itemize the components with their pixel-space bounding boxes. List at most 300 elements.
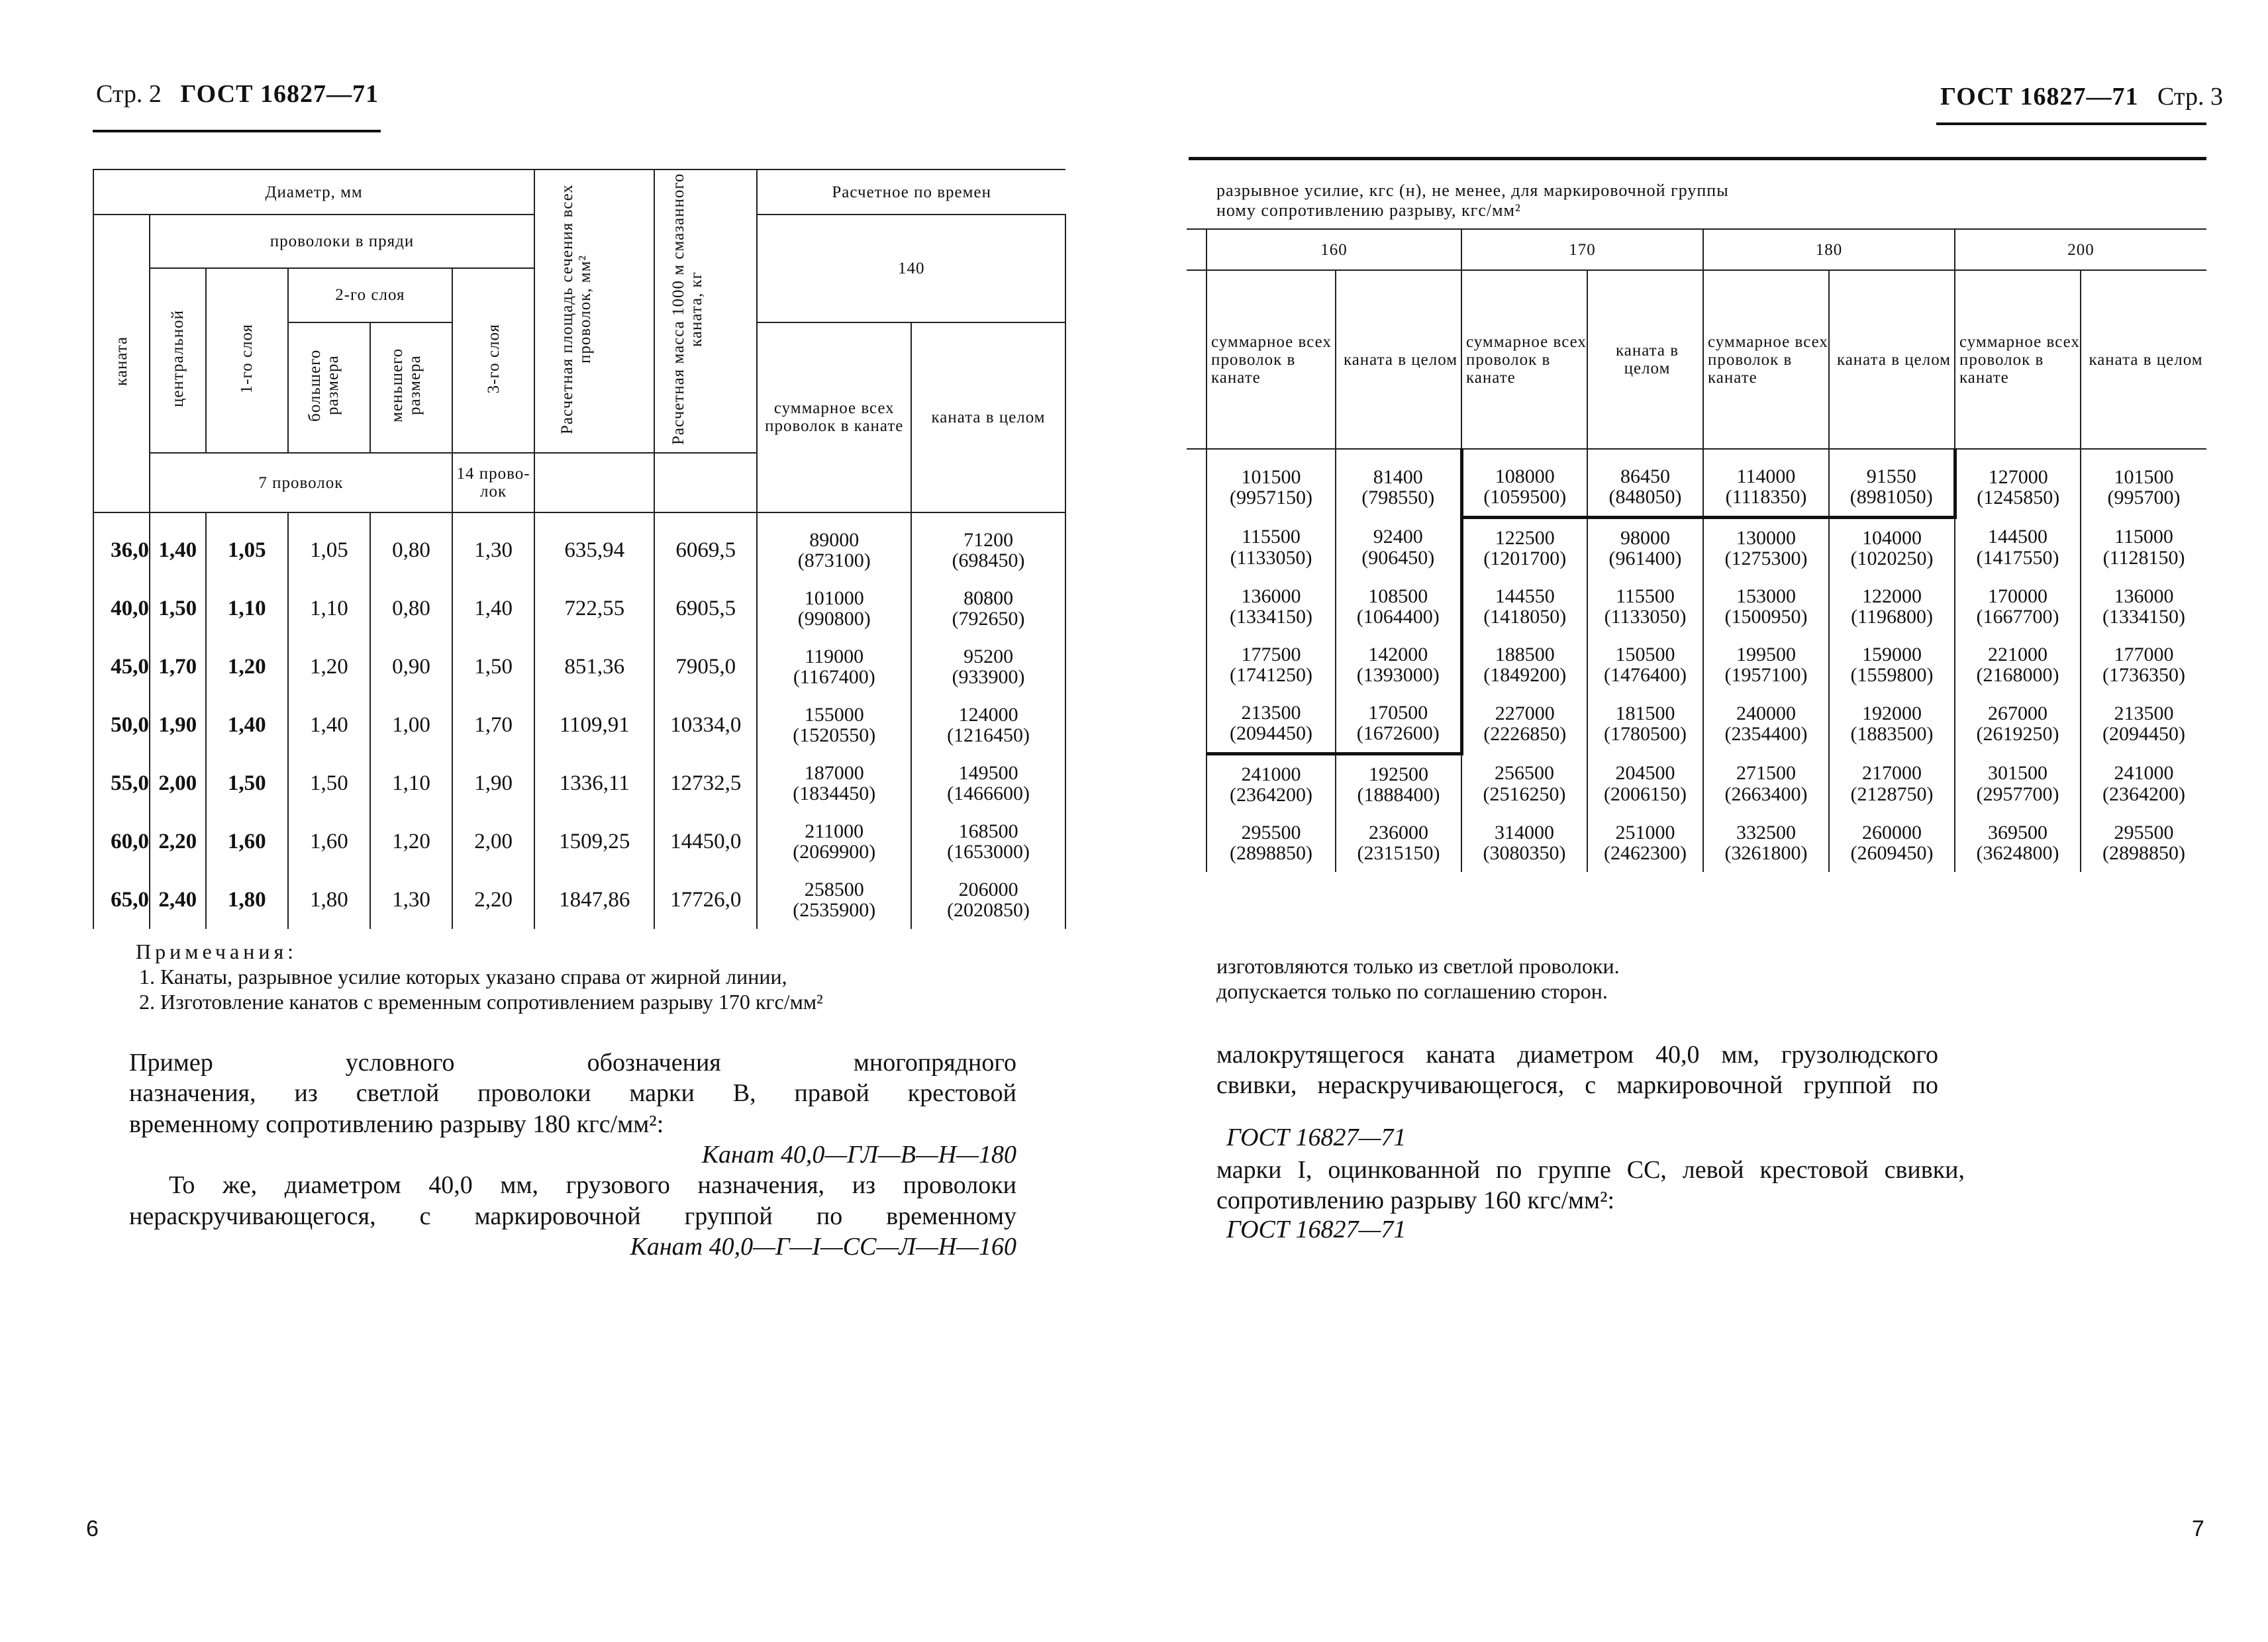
force-newton: (2094450)	[2102, 723, 2185, 746]
force-kgf: 136000	[1241, 585, 1301, 607]
force-cell	[1703, 694, 1829, 754]
force-newton: (1334150)	[1230, 606, 1312, 628]
force-cell	[1703, 449, 1829, 518]
value-whole: 124000	[958, 703, 1018, 726]
value-sum_n: (1167400)	[793, 666, 875, 688]
force-cell	[1829, 814, 1955, 872]
force-kgf: 101500	[1241, 465, 1301, 488]
force-newton: (1667700)	[1976, 606, 2059, 628]
cell-whole	[911, 579, 1065, 638]
group-140-header: 140	[757, 215, 1065, 322]
cell-whole	[911, 696, 1065, 754]
cell-big: 1,20	[288, 638, 370, 696]
designation-1: Канат 40,0—ГЛ—В—Н—180	[701, 1141, 1016, 1169]
force-newton: (1741250)	[1230, 664, 1312, 686]
force-cell	[1955, 754, 2081, 814]
force-newton: (1245850)	[1977, 487, 2060, 509]
cell-area: 851,36	[534, 638, 654, 696]
example-block-left	[129, 1047, 1016, 1263]
value-sum_n: (2535900)	[793, 899, 876, 921]
cell-big: 1,60	[288, 812, 370, 871]
cell-small: 1,20	[370, 812, 452, 871]
force-kgf: 241000	[2114, 762, 2174, 785]
force-newton: (3080350)	[1483, 842, 1566, 864]
cell-big: 1,05	[288, 512, 370, 579]
force-newton: (2094450)	[1230, 722, 1312, 744]
value-sum_n: (1834450)	[793, 783, 876, 804]
value-whole: 95200	[963, 645, 1014, 667]
force-kgf: 98000	[1620, 526, 1670, 549]
value-sum: 119000	[805, 645, 864, 667]
header-rule-right	[1936, 122, 2206, 125]
force-cell	[1829, 694, 1955, 754]
cell-big: 1,50	[288, 754, 370, 812]
cell-mass: 12732,5	[654, 754, 757, 812]
cell-d: 60,0	[93, 812, 150, 871]
force-kgf: 332500	[1736, 821, 1796, 844]
force-cell	[1461, 754, 1587, 814]
force-newton: (2898850)	[1230, 842, 1312, 864]
cell-small: 0,80	[370, 579, 452, 638]
force-newton: (1736350)	[2102, 664, 2185, 686]
force-newton: (848050)	[1608, 486, 1682, 508]
force-newton: (2619250)	[1976, 723, 2059, 746]
rope-parameters-table	[93, 169, 1066, 929]
force-newton: (3624800)	[1976, 842, 2059, 864]
cell-l3: 2,00	[452, 812, 534, 871]
header-page-ref-right: Стр. 3	[2157, 83, 2223, 111]
cell-mass: 7905,0	[654, 638, 757, 696]
table-row	[93, 638, 1065, 696]
cell-c: 1,90	[150, 696, 206, 754]
force-kgf: 115500	[1616, 585, 1675, 607]
force-newton: (1418050)	[1483, 606, 1567, 628]
force-newton: (1064400)	[1356, 606, 1440, 628]
cell-area: 1509,25	[534, 812, 654, 871]
col-diameter-header: Диаметр, мм	[93, 169, 534, 215]
group-header-170: 170	[1461, 229, 1703, 270]
col-sum-header: суммарное всех проволок в канате	[1703, 270, 1829, 449]
force-cell	[1207, 636, 1336, 694]
force-cell	[1461, 577, 1587, 636]
force-cell	[1461, 636, 1587, 694]
note-continued-2: допускается только по соглашению сторон.	[1216, 979, 1608, 1003]
force-kgf: 236000	[1369, 821, 1428, 844]
force-newton: (2364200)	[1230, 784, 1312, 806]
same-right-line-2: сопротивлению разрыву 160 кгс/мм²:	[1216, 1186, 1615, 1215]
cell-l1: 1,80	[206, 871, 288, 929]
force-kgf: 256500	[1495, 762, 1554, 785]
cell-l3: 1,50	[452, 638, 534, 696]
cell-d: 45,0	[93, 638, 150, 696]
cell-d: 50,0	[93, 696, 150, 754]
force-cell	[1587, 449, 1703, 518]
force-cell	[1703, 577, 1829, 636]
force-cell	[1336, 577, 1461, 636]
force-newton: (2128750)	[1850, 783, 1934, 805]
force-cell	[1829, 449, 1955, 518]
value-sum: 101000	[804, 587, 864, 609]
table-row	[1187, 577, 2206, 636]
table-row	[93, 754, 1065, 812]
cell-l1: 1,10	[206, 579, 288, 638]
header-standard-code-right: ГОСТ 16827—71	[1940, 83, 2139, 111]
force-kgf: 114000	[1736, 465, 1796, 487]
breaking-force-table	[1187, 228, 2206, 872]
cell-l1: 1,20	[206, 638, 288, 696]
col-layer2-header: 2-го слоя	[288, 268, 452, 322]
cell-big: 1,10	[288, 579, 370, 638]
force-cell	[1829, 754, 1955, 814]
col-whole-header: каната в целом	[1336, 270, 1461, 449]
force-cell	[2081, 449, 2206, 518]
force-kgf: 213500	[1241, 701, 1301, 724]
force-cell	[1829, 636, 1955, 694]
force-kgf: 177000	[2114, 643, 2174, 665]
force-newton: (1334150)	[2102, 606, 2185, 628]
force-kgf: 199500	[1736, 643, 1796, 665]
force-newton: (1476400)	[1604, 664, 1687, 686]
col-rope-header: каната	[93, 215, 150, 512]
table-row	[1187, 814, 2206, 872]
force-newton: (2462300)	[1604, 842, 1687, 864]
force-cell	[2081, 754, 2206, 814]
force-cell	[1207, 518, 1336, 578]
example-right-line-1: малокрутящегося каната диаметром 40,0 мм, грузолюдского	[1216, 1041, 1938, 1069]
force-kgf: 213500	[2114, 702, 2174, 724]
cell-small: 0,80	[370, 512, 452, 579]
force-kgf: 115000	[2114, 526, 2173, 548]
col-whole-header: каната в целом	[911, 322, 1065, 512]
example-line-3: временному сопротивлению разрыву 180 кгс/мм²:	[129, 1110, 664, 1138]
col-area-header: Расчетная площадь сечения всех проволок, мм²	[534, 169, 654, 453]
force-kgf: 115500	[1242, 526, 1301, 548]
force-cell	[1336, 814, 1461, 872]
cell-sum	[757, 871, 911, 929]
force-newton: (2315150)	[1357, 842, 1440, 864]
force-kgf: 122000	[1862, 585, 1922, 607]
force-kgf: 142000	[1368, 643, 1428, 665]
force-kgf: 301500	[1988, 762, 2047, 785]
cell-area: 1109,91	[534, 696, 654, 754]
force-kgf: 108500	[1368, 585, 1428, 607]
cell-mass: 6905,5	[654, 579, 757, 638]
force-kgf: 241000	[1241, 763, 1301, 785]
cell-whole	[911, 871, 1065, 929]
cell-d: 55,0	[93, 754, 150, 812]
page-header-left	[96, 79, 379, 109]
force-cell	[1336, 754, 1461, 814]
header-page-ref: Стр. 2	[96, 80, 162, 108]
force-newton: (906450)	[1361, 546, 1435, 569]
force-newton: (9957150)	[1230, 487, 1312, 509]
group-header-200: 200	[1955, 229, 2206, 270]
force-kgf: 295500	[1241, 821, 1301, 844]
force-kgf: 192000	[1862, 702, 1922, 724]
force-cell	[2081, 694, 2206, 754]
force-cell	[2081, 636, 2206, 694]
value-sum: 211000	[805, 820, 864, 842]
example-block-right-2	[1216, 1155, 1965, 1216]
force-cell	[1829, 577, 1955, 636]
cell-c: 2,40	[150, 871, 206, 929]
cell-whole	[911, 754, 1065, 812]
same-line-1: То же, диаметром 40,0 мм, грузового назначения, из проволоки	[169, 1171, 1016, 1200]
value-whole_n: (792650)	[952, 608, 1025, 630]
force-kgf: 314000	[1495, 821, 1554, 844]
cell-whole	[911, 512, 1065, 579]
force-kgf: 251000	[1615, 821, 1675, 844]
cell-c: 2,20	[150, 812, 206, 871]
force-kgf: 295500	[2114, 821, 2174, 844]
force-cell	[1336, 518, 1461, 578]
force-cell	[1207, 449, 1336, 518]
force-kgf: 86450	[1620, 465, 1670, 487]
col-whole-header: каната в целом	[2081, 270, 2206, 449]
cell-sum	[757, 512, 911, 579]
force-kgf: 170500	[1368, 701, 1428, 724]
force-cell	[2081, 577, 2206, 636]
force-kgf: 159000	[1862, 643, 1922, 665]
col-central-header: центральной	[150, 268, 206, 453]
force-kgf: 136000	[2114, 585, 2174, 607]
value-whole: 168500	[958, 820, 1018, 842]
top-rule-right	[1189, 157, 2206, 160]
force-newton: (1883500)	[1850, 723, 1934, 746]
cell-l3: 1,70	[452, 696, 534, 754]
col-mass-header: Расчетная масса 1000 м смазанного каната, кг	[654, 169, 757, 453]
cell-c: 1,70	[150, 638, 206, 696]
force-cell	[1207, 754, 1336, 814]
cell-area: 1336,11	[534, 754, 654, 812]
force-newton: (2006150)	[1604, 783, 1687, 805]
col-sum-header: суммарное всех проволок в канате	[1955, 270, 2081, 449]
col-layer1-header: 1-го слоя	[206, 268, 288, 453]
force-cell	[1829, 518, 1955, 578]
group-header-160: 160	[1207, 229, 1461, 270]
designation-2: Канат 40,0—Г—I—СС—Л—Н—160	[630, 1233, 1016, 1261]
table-row	[93, 696, 1065, 754]
force-cell	[1955, 814, 2081, 872]
cell-area: 722,55	[534, 579, 654, 638]
cell-small: 1,10	[370, 754, 452, 812]
force-kgf: 260000	[1862, 821, 1922, 844]
value-whole: 80800	[963, 587, 1014, 609]
col-sum-header: суммарное всех проволок в канате	[757, 322, 911, 512]
caption-line-2: ному сопротивлению разрыву, кгс/мм²	[1216, 200, 1521, 220]
cell-big: 1,80	[288, 871, 370, 929]
force-cell	[1336, 449, 1461, 518]
value-sum_n: (873100)	[797, 550, 871, 571]
col-7wires-header: 7 проволок	[150, 453, 452, 512]
force-newton: (1196800)	[1851, 606, 1933, 628]
cell-small: 1,00	[370, 696, 452, 754]
force-cell	[1587, 754, 1703, 814]
force-cell	[1955, 636, 2081, 694]
force-newton: (798550)	[1361, 487, 1435, 509]
page-number-right: 7	[2192, 1516, 2204, 1541]
header-rule	[93, 130, 381, 132]
force-kgf: 92400	[1373, 526, 1423, 548]
value-sum: 89000	[809, 528, 860, 551]
cell-l3: 2,20	[452, 871, 534, 929]
value-whole: 71200	[963, 528, 1014, 551]
cell-d: 36,0	[93, 512, 150, 579]
cell-mass: 14450,0	[654, 812, 757, 871]
force-kgf: 130000	[1736, 526, 1796, 549]
force-newton: (2516250)	[1483, 783, 1566, 805]
value-whole: 149500	[958, 761, 1018, 784]
force-newton: (1888400)	[1357, 784, 1440, 806]
cell-big: 1,40	[288, 696, 370, 754]
col-wires-in-strand-header: проволоки в пряди	[150, 215, 534, 268]
force-newton: (1059500)	[1483, 486, 1567, 508]
cell-d: 40,0	[93, 579, 150, 638]
table-row	[1187, 518, 2206, 578]
force-newton: (2663400)	[1724, 783, 1808, 805]
force-kgf: 221000	[1988, 643, 2047, 665]
force-cell	[1336, 636, 1461, 694]
cell-l1: 1,60	[206, 812, 288, 871]
force-kgf: 91550	[1866, 465, 1916, 487]
force-newton: (1020250)	[1850, 548, 1934, 569]
example-intro: Пример условного обозначения многопрядного	[129, 1049, 1016, 1077]
force-kgf: 104000	[1862, 526, 1922, 549]
force-kgf: 144500	[1988, 526, 2047, 548]
force-kgf: 101500	[2114, 465, 2174, 488]
force-newton: (2354400)	[1724, 723, 1808, 746]
force-cell	[1207, 577, 1336, 636]
col-14wires-header: 14 прово-лок	[452, 453, 534, 512]
value-whole_n: (698450)	[952, 550, 1025, 571]
value-sum: 187000	[804, 761, 864, 784]
force-newton: (1849200)	[1483, 664, 1567, 686]
value-whole_n: (1216450)	[947, 724, 1030, 746]
force-newton: (1128150)	[2102, 546, 2185, 569]
cell-area: 1847,86	[534, 871, 654, 929]
same-line-2: нераскручивающегося, с маркировочной группой по временному	[129, 1202, 1016, 1230]
force-cell	[1461, 814, 1587, 872]
force-newton: (2226850)	[1483, 723, 1567, 746]
right-page	[1134, 0, 2268, 1642]
cell-l1: 1,50	[206, 754, 288, 812]
force-kgf: 271500	[1736, 762, 1796, 785]
note-1: 1. Канаты, разрывное усилие которых указано справа от жирной линии,	[139, 965, 787, 989]
force-newton: (2609450)	[1850, 842, 1934, 864]
force-kgf: 240000	[1736, 702, 1796, 724]
col-whole-header: каната в целом	[1829, 270, 1955, 449]
example-line-2: назначения, из светлой проволоки марки В, правой крестовой	[129, 1079, 1016, 1108]
table-row	[1187, 694, 2206, 754]
value-whole_n: (2020850)	[947, 899, 1030, 921]
force-cell	[2081, 518, 2206, 578]
note-continued-1: изготовляются только из светлой проволоки.	[1216, 954, 1620, 978]
force-newton: (1393000)	[1356, 664, 1440, 686]
force-cell	[1336, 694, 1461, 754]
force-newton: (2957700)	[1976, 783, 2059, 805]
force-kgf: 177500	[1241, 643, 1301, 665]
force-newton: (1201700)	[1483, 548, 1567, 569]
force-cell	[1955, 694, 2081, 754]
force-cell	[1461, 694, 1587, 754]
col-layer3-header: 3-го слоя	[452, 268, 534, 453]
value-sum: 155000	[804, 703, 864, 726]
force-cell	[1587, 694, 1703, 754]
cell-d: 65,0	[93, 871, 150, 929]
force-kgf: 127000	[1988, 465, 2048, 488]
table-row	[93, 812, 1065, 871]
value-whole_n: (1466600)	[947, 783, 1030, 804]
force-newton: (2168000)	[1976, 664, 2059, 686]
col-bigger-size-header: большего размера	[288, 322, 370, 453]
force-newton: (1500950)	[1724, 606, 1808, 628]
value-whole: 206000	[958, 878, 1018, 900]
note-2: 2. Изготовление канатов с временным сопротивлением разрыву 170 кгс/мм²	[139, 990, 823, 1014]
force-kgf: 81400	[1373, 465, 1423, 488]
force-kgf: 122500	[1495, 526, 1555, 549]
cell-sum	[757, 638, 911, 696]
force-newton: (3261800)	[1724, 842, 1808, 864]
gost-ref-2: ГОСТ 16827—71	[1226, 1216, 1406, 1243]
cell-sum	[757, 696, 911, 754]
force-cell	[1587, 577, 1703, 636]
header-standard-code: ГОСТ 16827—71	[180, 80, 379, 108]
same-right-line-1: марки I, оцинкованной по группе СС, левой крестовой свивки,	[1216, 1156, 1965, 1184]
cell-area: 635,94	[534, 512, 654, 579]
cell-c: 1,40	[150, 512, 206, 579]
breaking-force-body	[1187, 449, 2206, 872]
cell-small: 1,30	[370, 871, 452, 929]
col-sum-header: суммарное всех проволок в канате	[1461, 270, 1587, 449]
table-row	[1187, 449, 2206, 518]
cell-mass: 10334,0	[654, 696, 757, 754]
value-sum: 258500	[804, 878, 864, 900]
value-sum_n: (990800)	[797, 608, 871, 630]
example-block-right	[1216, 1039, 1938, 1101]
force-kgf: 108000	[1495, 465, 1555, 487]
force-cell	[1955, 577, 2081, 636]
group-header-180: 180	[1703, 229, 1955, 270]
cell-l1: 1,40	[206, 696, 288, 754]
force-kgf: 170000	[1988, 585, 2047, 607]
force-kgf: 188500	[1495, 643, 1555, 665]
force-newton: (1559800)	[1850, 664, 1934, 686]
force-newton: (1417550)	[1976, 546, 2059, 569]
force-cell	[1703, 518, 1829, 578]
force-kgf: 192500	[1369, 763, 1428, 785]
cell-whole	[911, 812, 1065, 871]
force-kgf: 144550	[1495, 585, 1555, 607]
cell-l1: 1,05	[206, 512, 288, 579]
force-cell	[1703, 814, 1829, 872]
table-row	[1187, 754, 2206, 814]
col-smaller-size-header: меньшего размера	[370, 322, 452, 453]
force-cell	[1955, 449, 2081, 518]
cell-l3: 1,90	[452, 754, 534, 812]
force-newton: (995700)	[2107, 487, 2181, 509]
force-cell	[1461, 449, 1587, 518]
value-sum_n: (1520550)	[793, 724, 876, 746]
force-newton: (2898850)	[2102, 842, 2185, 864]
example-right-line-2: свивки, нераскручивающегося, с маркировочной группой по	[1216, 1071, 1938, 1100]
force-newton: (1672600)	[1356, 722, 1440, 744]
force-kgf: 227000	[1495, 702, 1555, 724]
cell-whole	[911, 638, 1065, 696]
force-cell	[1955, 518, 2081, 578]
table-row	[93, 579, 1065, 638]
col-sum-header: суммарное всех проволок в канате	[1207, 270, 1336, 449]
force-cell	[1587, 636, 1703, 694]
